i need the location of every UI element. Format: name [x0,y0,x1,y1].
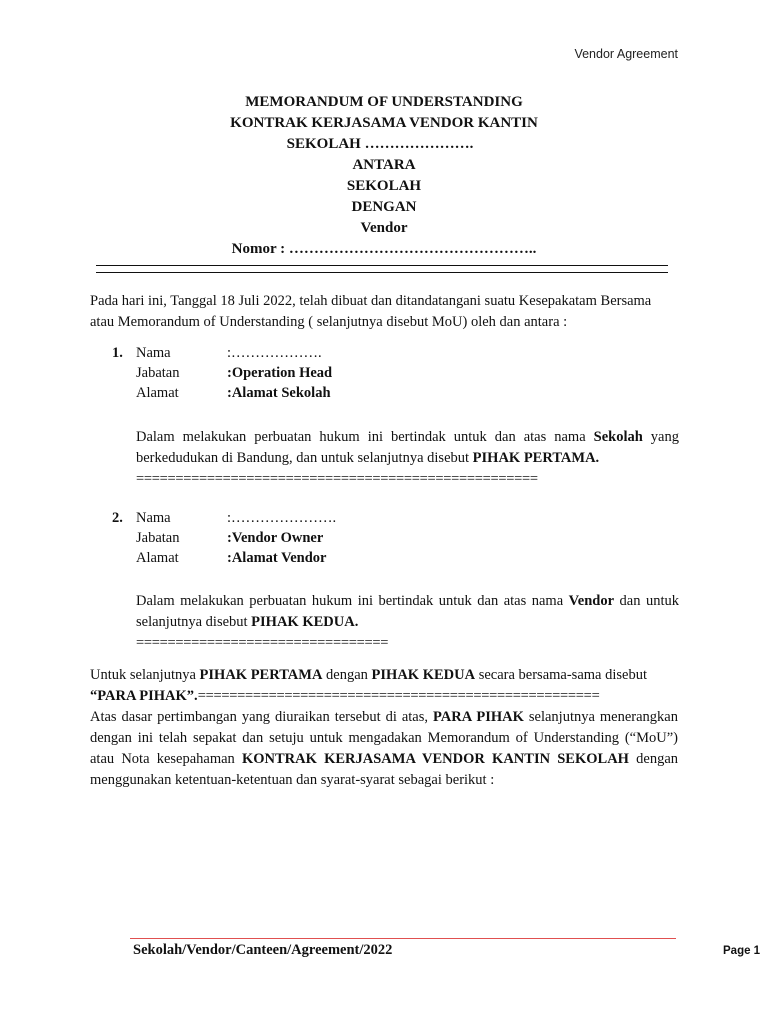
party-2-description [136,591,679,633]
field-value: :Alamat Sekolah [227,385,331,401]
text-run: Dalam melakukan perbuatan hukum ini bertindak untuk dan atas nama [136,429,594,445]
footer-rule [130,938,676,939]
field-value: :Vendor Owner [227,530,324,546]
document-title [0,92,768,260]
field-value: :Alamat Vendor [227,550,327,566]
text-run: dengan [322,667,372,683]
text-run: dan untuk selanjutnya disebut [136,593,679,630]
field-label: Alamat [136,550,179,566]
text-run-bold: PIHAK PERTAMA. [472,450,600,466]
text-run: Dalam melakukan perbuatan hukum ini bertindak untuk dan atas nama [136,593,569,609]
text-run: yang berkedudukan di Bandung, dan untuk selanjutnya disebut [136,429,679,466]
page-number: Page 1 [723,945,761,957]
field-value: :…………………. [227,510,337,526]
text-run-bold: PIHAK PERTAMA [199,667,323,683]
text-run-bold: PIHAK KEDUA [371,667,476,683]
text-run-bold: KONTRAK KERJASAMA VENDOR KANTIN SEKOLAH [241,751,629,767]
text-run-bold: Sekolah [593,429,643,445]
title-line: MEMORANDUM OF UNDERSTANDING [245,94,523,110]
party-1-description [136,427,679,469]
party-1-separator: =================================================== [136,471,538,487]
para-pihak-paragraph [90,665,678,707]
title-line: SEKOLAH …………………. [286,136,474,152]
title-rule-top [96,265,668,266]
party-2-number: 2. [112,510,123,526]
title-line: Vendor [360,220,408,236]
title-line: KONTRAK KERJASAMA VENDOR KANTIN [230,115,538,131]
text-run-bold: “PARA PIHAK”. [90,688,198,704]
text-run-bold: Vendor [568,593,615,609]
consideration-paragraph [90,707,678,791]
footer-reference: Sekolah/Vendor/Canteen/Agreement/2022 [133,942,393,958]
title-line: ANTARA [352,157,416,173]
text-run: selanjutnya menerangkan dengan ini telah sepakat dan setuju untuk mengadakan Memorandum of Understanding (“MoU”) atau Nota kesepahaman [90,709,678,767]
field-label: Jabatan [136,530,180,546]
text-run: secara bersama-sama disebut [475,667,647,683]
text-run-bold: PARA PIHAK [433,709,524,725]
field-label: Alamat [136,385,179,401]
title-line: SEKOLAH [346,178,422,194]
field-value: :………………. [227,345,322,361]
field-value: :Operation Head [227,365,333,381]
party-1-number: 1. [112,345,123,361]
text-run: Untuk selanjutnya [90,667,200,683]
text-run-bold: PIHAK KEDUA. [251,614,359,630]
text-run: Atas dasar pertimbangan yang diuraikan tersebut di atas, [90,709,433,725]
intro-paragraph: Pada hari ini, Tanggal 18 Juli 2022, telah dibuat dan ditandatangani suatu Kesepakatam Bersama atau Memorandum of Understanding ( selanjutnya disebut MoU) oleh dan antara : [90,293,652,330]
field-label: Nama [136,345,171,361]
text-run: dengan menggunakan ketentuan-ketentuan dan syarat-syarat sebagai berikut : [90,751,679,788]
field-label: Jabatan [136,365,180,381]
separator: =================================================== [197,688,600,704]
title-line: DENGAN [351,199,417,215]
document-number: Nomor : ………………………………………….. [231,241,537,257]
running-header: Vendor Agreement [574,47,678,61]
field-label: Nama [136,510,171,526]
party-2-separator: ================================ [136,635,389,651]
title-rule-bottom [96,272,668,273]
